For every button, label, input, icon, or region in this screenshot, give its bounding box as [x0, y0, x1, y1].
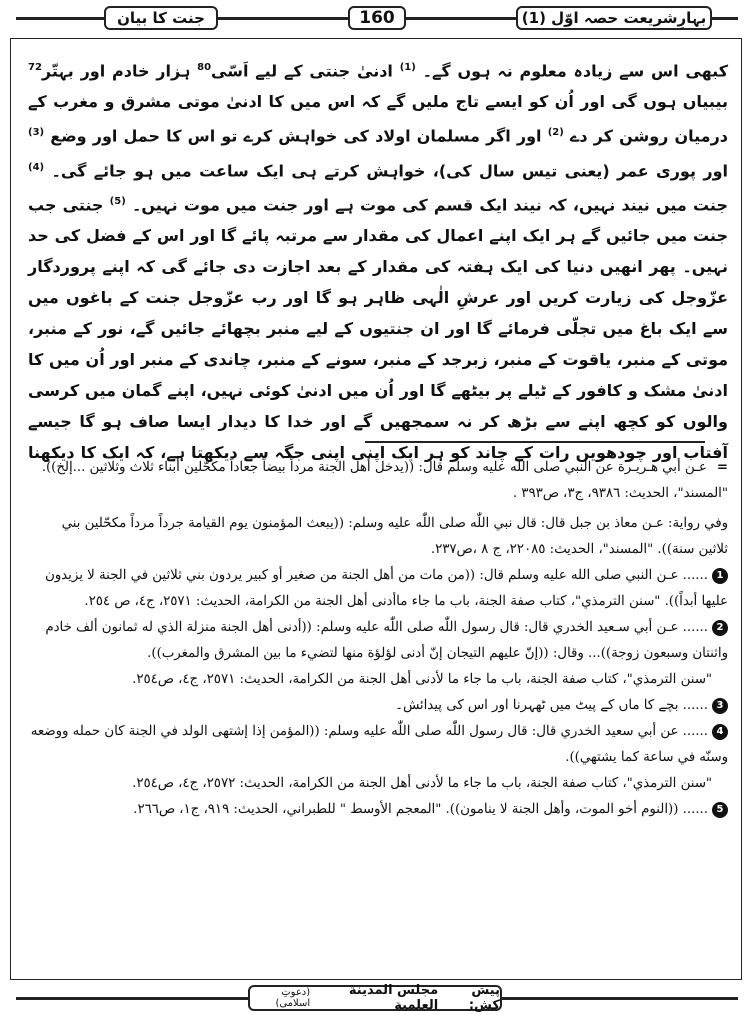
footnote-number-badge: 3 [712, 698, 728, 714]
footnotes [28, 455, 728, 823]
footnote-ref: (2) [547, 127, 564, 139]
footnote-number-badge: 4 [712, 724, 728, 740]
footnote-number-badge: 2 [712, 620, 728, 636]
footnote-text: "سنن الترمذي"، كتاب صفة الجنة، باب ما جاء ما لأدنى أهل الجنة من الكرامة، الحديث: ٢٥٧٢، ج٤، ص٢٥٤. [132, 776, 712, 791]
footnote-number-badge: 5 [712, 802, 728, 818]
footnote-text: "سنن الترمذي"، كتاب صفة الجنة، باب ما جاء ما لأدنى أهل الجنة من الكرامة، الحديث: ٢٥٧١، ج٤، ص٢٥٤. [132, 672, 712, 687]
body-text: جنتی جب جنت میں جائیں گے ہر ایک اپنے اعمال کی مقدار سے مرتبہ پائے گا اور اس کے فضل کی حد نہیں۔ پھر انھیں دنیا کی ایک ہفتہ کی مقدار کے بعد اجازت دی جائے گی کہ اپنے پروردگار عزّوجل کی زیارت کریں اور عرشِ الٰہی ظاہر ہو گا اور رب عزّوجل جنت کے باغوں میں سے ایک باغ میں تجلّی فرمائے گا اور ان جنتیوں کے لیے منبر بچھائے جائیں گے، نور کے منبر، موتی کے منبر، یاقوت کے منبر، زبرجد کے منبر، سونے کے منبر، چاندی کے منبر اور اُن میں کا ادنیٰ مشک و کافور کے ٹیلے پر بیٹھے گا اور اُن میں ادنیٰ کوئی نہیں، اپنے گمان میں کرسی والوں کو کچھ اپنے سے بڑھ کر نہ سمجھیں گے اور خدا کا دیدار ایسا صاف ہو گا جیسے آفتاب اور چودھویں رات کے چاند کو ہر ایک اپنی اپنی جگہ سے دیکھتا ہے، کہ ایک کا دیکھنا [28, 195, 728, 463]
body-text: اور اگر مسلمان اولاد کی خواہش کرے تو اس کا حمل اور وضع [44, 126, 548, 146]
number-mark: 72 [28, 62, 42, 73]
footnote-number-badge: 1 [712, 568, 728, 584]
footnote-ref: (3) [28, 127, 45, 139]
body-text: بیبیاں ہوں گی اور اُن کو ایسے تاج ملیں گے کہ اس میں کا ادنیٰ موتی مشرق و مغرب کے درمیان روشن کر دے [28, 92, 729, 146]
footnote-4 [28, 719, 728, 771]
footnote-1 [28, 563, 728, 615]
footnote-ref: (4) [28, 161, 45, 173]
footnote-5 [28, 797, 728, 823]
footnote-ref: (5) [109, 195, 126, 207]
header-rule [16, 17, 104, 20]
header-rule [406, 17, 516, 20]
footnote-text: ...... ((النوم أخو الموت، وأهل الجنة لا ينامون)). "المعجم الأوسط " للطبراني، الحديث: ٩١٩، ج١، ص٢٦٦. [133, 802, 708, 817]
page-number: 160 [348, 6, 406, 30]
footnote-eq [28, 455, 728, 507]
number-mark: 80 [197, 62, 212, 73]
publisher-subtitle: (دعوتِ اسلامی) [275, 987, 311, 1009]
footnote-text: ...... عن أبي سعيد الخدري قال: قال رسول اللّٰه صلى اللّٰه عليه وسلم: ((المؤمن إذا إشتهى الولد في الجنة كان حمله ووضعه وسنّه في ساعة كما يشتهي)). [30, 724, 728, 765]
header-rule [218, 17, 348, 20]
footnote-separator [365, 441, 705, 443]
page-footer [0, 982, 753, 1015]
publisher-name: مجلس المدينة العلمية [348, 983, 439, 1013]
header-rule [712, 17, 738, 20]
footer-rule [16, 997, 248, 1000]
footer-rule [502, 997, 738, 1000]
footnote-3 [28, 693, 728, 719]
presenter-label: پیش کش: [468, 983, 500, 1013]
footnote-2-ref [28, 667, 728, 693]
body-text: اور پوری عمر (یعنی تیس سال کی)، خواہش کرتے ہی ایک ساعت میں ہو جائے گی۔ [44, 160, 728, 180]
body-text: کبھی اس سے زیادہ معلوم نہ ہوں گے۔ [415, 61, 728, 81]
footnote-text: ...... عـن أبي سـعيد الخدري قال: قال رسول اللّٰه صلى اللّٰه عليه وسلم: ((أدنى أهل الجنة منزلة الذي له ثمانون ألف خادم واثنتان وسبعون زوجة))... وقال: ((إنّ عليهم التيجان إنّ أدنى لؤلؤة منها لتضيء ما بين المشرق والمغرب)). [45, 620, 728, 661]
publisher-box [248, 985, 502, 1011]
book-title: بہارِشریعت حصہ اوّل (1) [516, 6, 712, 30]
page-header [0, 0, 753, 36]
footnote-text: عـن أبي هـريـرة عن النبي صلى الله عليه وسلم قال: ((يدخل أهل الجنة مرداً بيضاً جعاداً مكحّلين أبناء ثلاث وثلاثين ...إلخ)). "المسند"، الحديث: ٩٣٨٦، ج٣، ص٣٩٣ . [41, 460, 728, 501]
footnote-text: ...... بچے کا ماں کے پیٹ میں ٹھہرنا اور اس کی پیدائش۔ [395, 698, 708, 713]
chapter-title: جنت کا بیان [104, 6, 218, 30]
footnote-2 [28, 615, 728, 667]
footnote-text: وفي رواية: عـن معاذ بن جبل قال: قال نبي اللّٰه صلى اللّٰه عليه وسلم: ((يبعث المؤمنون يوم القيامة جرداً مرداً مكحّلين بني ثلاثين سنة)). "المسند"، الحديث: ٢٢٠٨٥، ج ٨ ،ص٢٣٧. [61, 516, 728, 557]
body-paragraph [28, 52, 728, 468]
footnote-riwaya [28, 511, 728, 563]
equals-marker: = [716, 460, 728, 475]
body-text: ہزار خادم اور بہتّر [41, 61, 198, 81]
footnote-text: ...... عـن النبي صلى الله عليه وسلم قال: ((من مات من أهل الجنة من صغير أو كبير يردون بني ثلاثين في الجنة لا يزيدون عليها أبداً)). "سنن الترمذي"، كتاب صفة الجنة، باب ما جاء ماأدنى أهل الجنة من الكرامة، الحديث: ٢٥٧١، ج٤، ص ٢٥٤. [45, 568, 728, 609]
footnote-4-ref [28, 771, 728, 797]
footnote-ref: (1) [399, 62, 416, 73]
body-text: جنت میں نیند نہیں، کہ نیند ایک قسم کی موت ہے اور جنت میں موت نہیں۔ [125, 195, 728, 215]
body-text: ادنیٰ جنتی کے لیے اَسّی [211, 61, 400, 81]
